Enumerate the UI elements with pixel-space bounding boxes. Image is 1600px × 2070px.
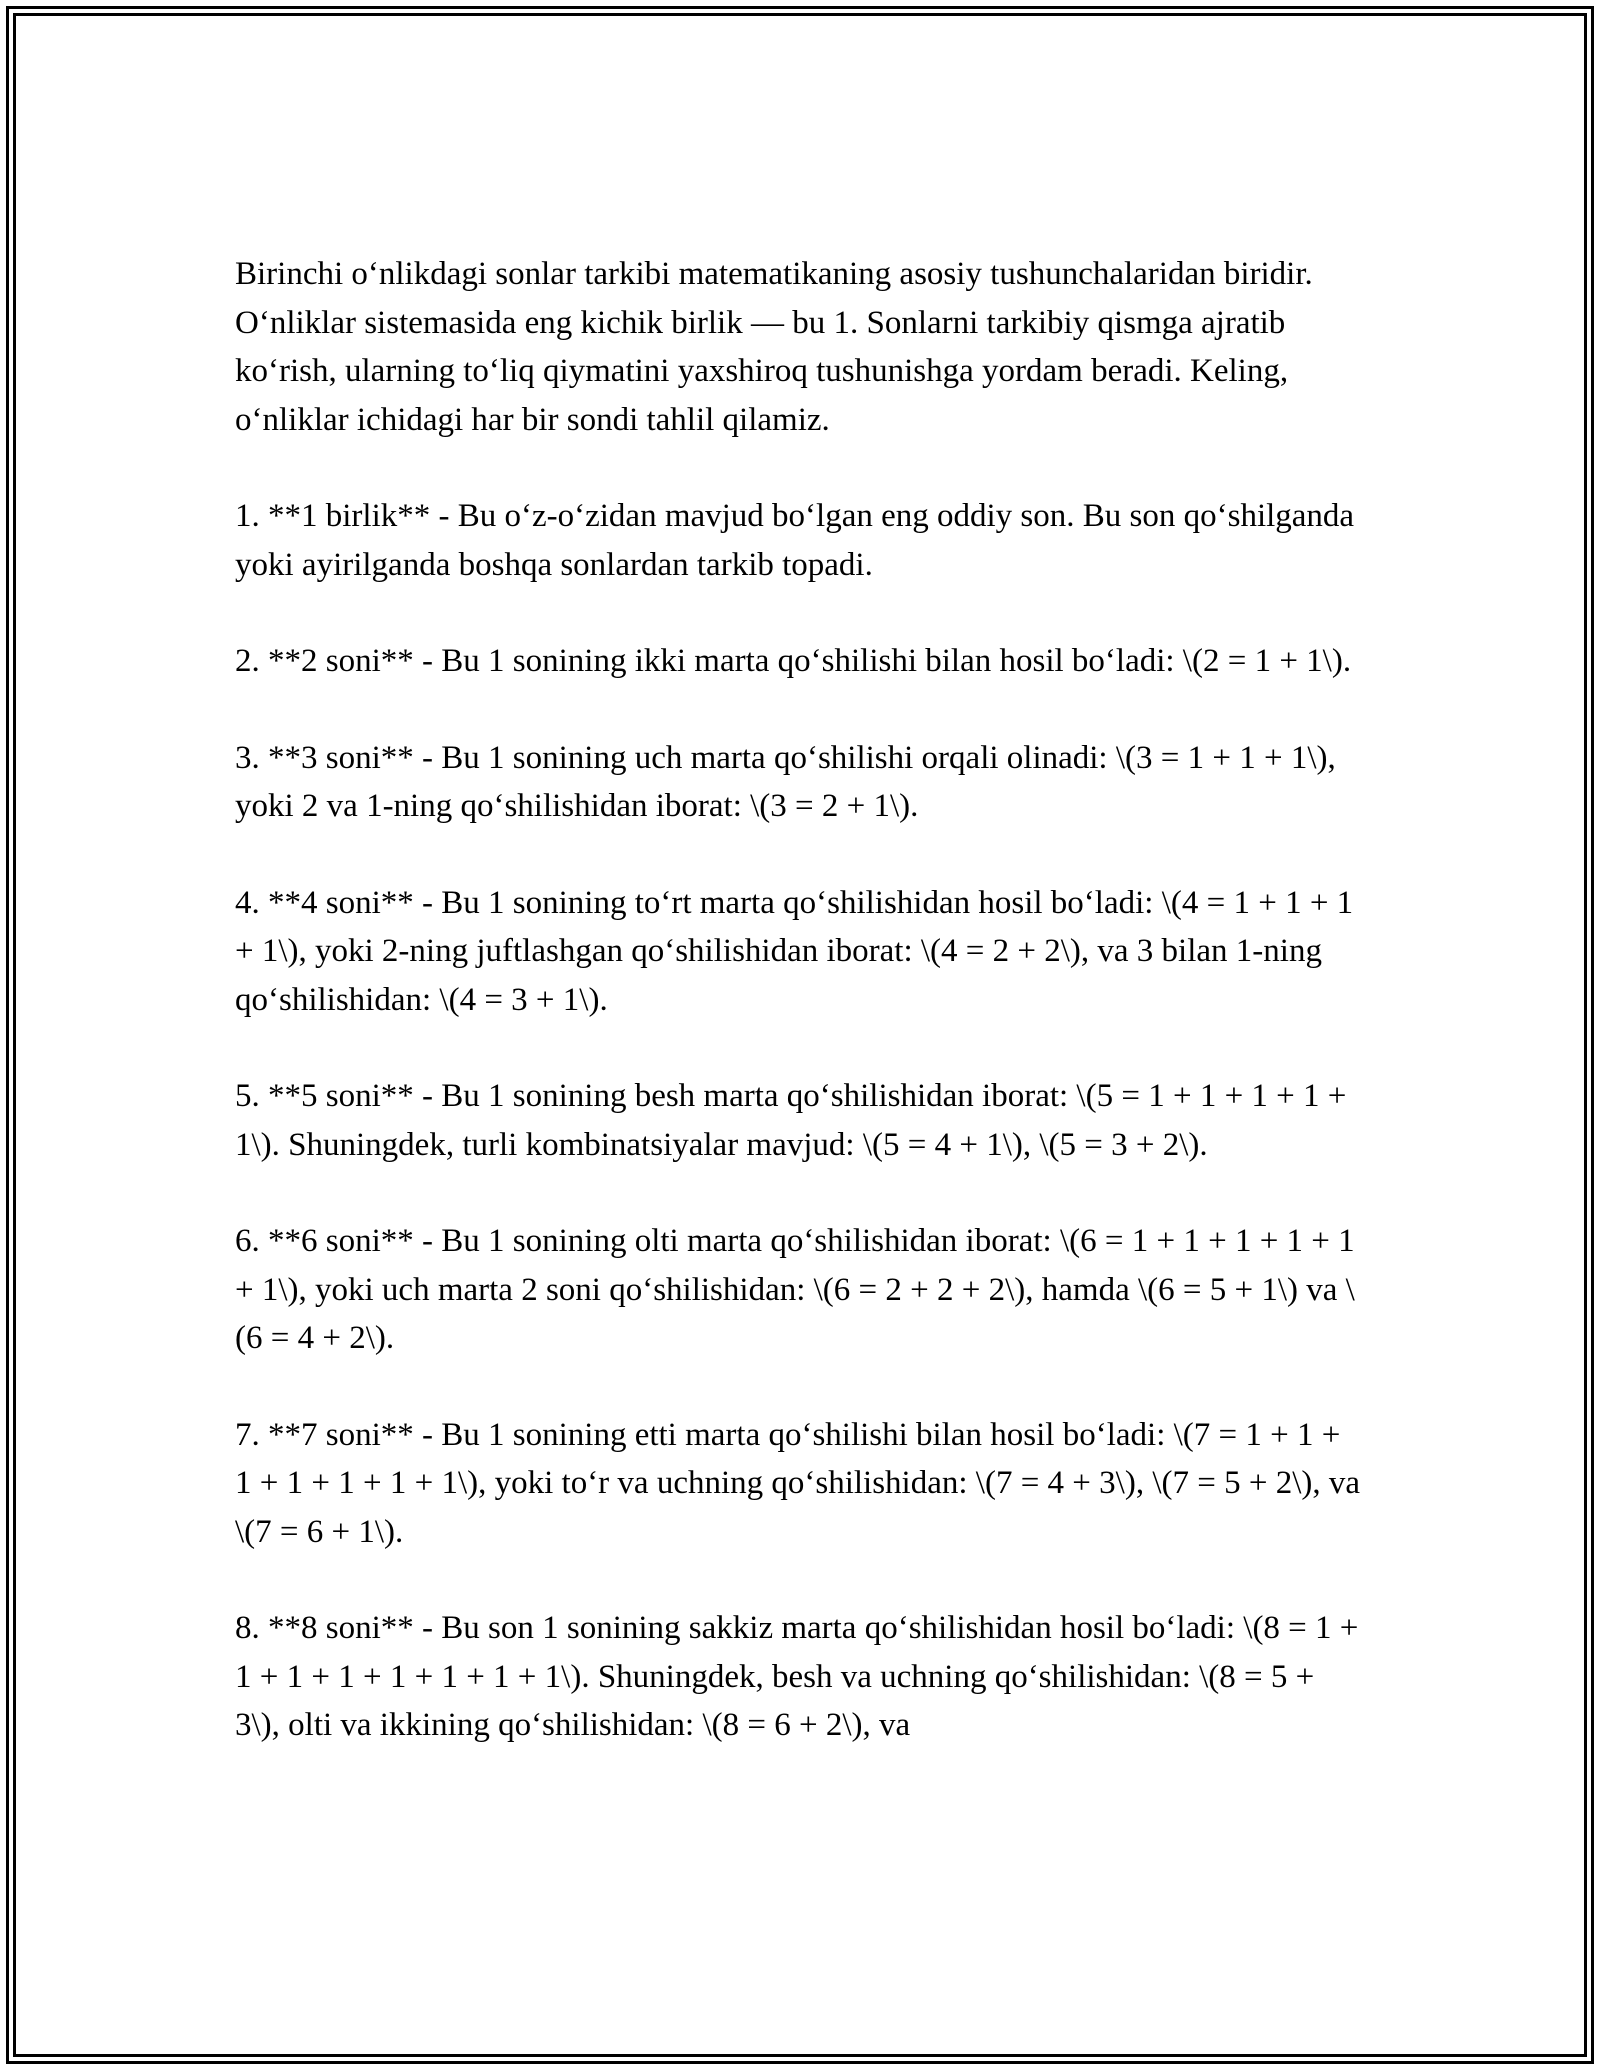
list-item-7: 7. **7 soni** - Bu 1 sonining etti marta qo‘shilishi bilan hosil bo‘ladi: \(7 = 1 + 1 + 1 + 1 + 1 + 1 + 1\), yoki to‘r va uchning qo‘shilishidan: \(7 = 4 + 3\), \(7 = 5 + 2\), va \(7 = 6 + 1\). [235,1416,1361,1550]
intro-paragraph: Birinchi o‘nlikdagi sonlar tarkibi matematikaning asosiy tushunchalaridan biridir. O‘nliklar sistemasida eng kichik birlik — bu 1. Sonlarni tarkibiy qismga ajratib ko‘rish, ularning to‘liq qiymatini yaxshiroq tushunishga yordam beradi. Keling, o‘nliklar ichidagi har bir sondi tahlil qilamiz. [235,256,1313,438]
list-item-2: 2. **2 soni** - Bu 1 sonining ikki marta qo‘shilishi bilan hosil bo‘ladi: \(2 = 1 + 1\). [235,643,1352,679]
list-item-4: 4. **4 soni** - Bu 1 sonining to‘rt marta qo‘shilishidan hosil bo‘ladi: \(4 = 1 + 1 + 1 + 1\), yoki 2-ning juftlashgan qo‘shilishidan iborat: \(4 = 2 + 2\), va 3 bilan 1-ning qo‘shilishidan: \(4 = 3 + 1\). [235,884,1354,1018]
list-item-8: 8. **8 soni** - Bu son 1 sonining sakkiz marta qo‘shilishidan hosil bo‘ladi: \(8 = 1 + 1 + 1 + 1 + 1 + 1 + 1 + 1\). Shuningdek, besh va uchning qo‘shilishidan: \(8 = 5 + 3\), olti va ikkining qo‘shilishidan: \(8 = 6 + 2\), va [235,1610,1359,1743]
list-item-6: 6. **6 soni** - Bu 1 sonining olti marta qo‘shilishidan iborat: \(6 = 1 + 1 + 1 + 1 + 1 + 1\), yoki uch marta 2 soni qo‘shilishidan: \(6 = 2 + 2 + 2\), hamda \(6 = 5 + 1\) va \(6 = 4 + 2\). [235,1223,1355,1356]
document-body [235,250,1365,1798]
list-item-1: 1. **1 birlik** - Bu o‘z-o‘zidan mavjud bo‘lgan eng oddiy son. Bu son qo‘shilganda yoki ayirilganda boshqa sonlardan tarkib topadi. [235,498,1355,583]
list-item-3: 3. **3 soni** - Bu 1 sonining uch marta qo‘shilishi orqali olinadi: \(3 = 1 + 1 + 1\), yoki 2 va 1-ning qo‘shilishidan iborat: \(3 = 2 + 1\). [235,739,1336,824]
list-item-5: 5. **5 soni** - Bu 1 sonining besh marta qo‘shilishidan iborat: \(5 = 1 + 1 + 1 + 1 + 1\). Shuningdek, turli kombinatsiyalar mavjud: \(5 = 4 + 1\), \(5 = 3 + 2\). [235,1078,1347,1163]
